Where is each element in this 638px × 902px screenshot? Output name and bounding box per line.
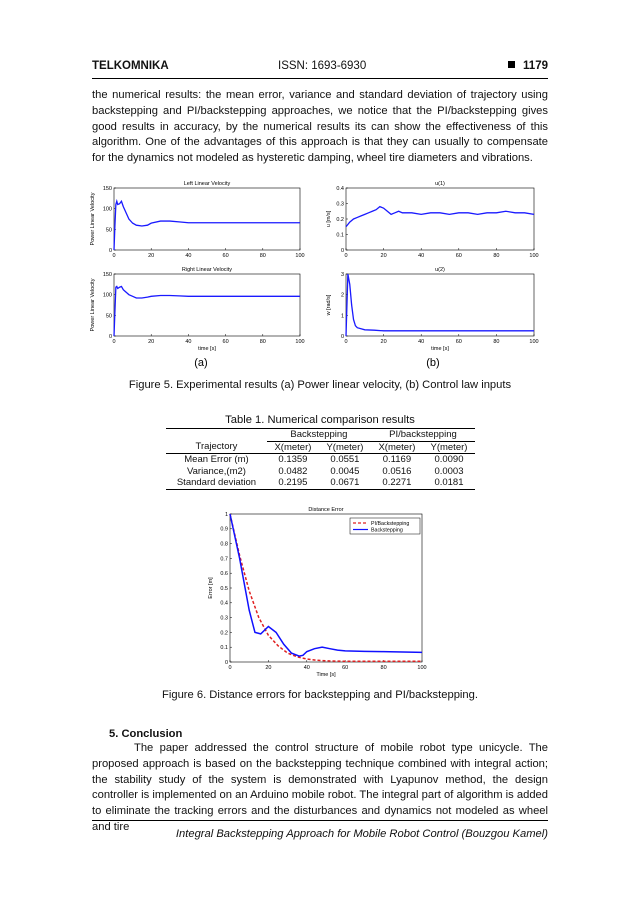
y-tick-label: 100 [102,206,112,213]
table-cell: 0.0090 [434,454,464,465]
conclusion-first-line: The paper addressed the control structure of mobile robot type unicycle. [134,742,523,754]
x-tick-label: 80 [380,665,387,671]
y-tick-label: 2 [340,292,344,299]
conclusion-paragraph [92,741,548,836]
y-tick-label: 3 [340,271,344,278]
square-bullet-icon [508,61,515,68]
table-row [166,454,475,466]
group-header-backstepping: Backstepping [267,429,371,442]
table-header-row [166,441,475,454]
table-cell: 0.1359 [278,454,308,465]
figure-5-caption: Figure 5. Experimental results (a) Power linear velocity, (b) Control law inputs [128,379,512,391]
x-tick-label: 0 [344,339,348,345]
chart-title: u(2) [435,267,445,273]
x-tick-label: 60 [455,339,462,345]
x-tick-label: 20 [148,253,155,259]
y-tick-label: 0.1 [220,645,228,652]
y-axis-label: Power Linear Velocity [90,192,96,246]
x-tick-label: 40 [303,665,310,671]
x-tick-label: 80 [259,339,266,345]
x-tick-label: 0 [112,339,116,345]
column-header: Trajectory [166,441,267,454]
y-tick-label: 0.8 [220,541,228,548]
x-tick-label: 80 [259,253,266,259]
group-header-pi-backstepping: PI/backstepping [371,429,475,442]
table-title: Table 1. Numerical comparison results [225,414,415,426]
journal-name: TELKOMNIKA [92,60,169,72]
table-group-header [166,429,475,442]
y-tick-label: 0.5 [220,585,228,592]
y-tick-label: 0.9 [220,526,228,533]
plot-frame [114,274,300,336]
x-tick-label: 0 [112,253,116,259]
footer-rule [92,820,548,821]
y-tick-label: 100 [102,292,112,299]
figure-5b-label: (b) [426,357,440,369]
y-tick-label: 150 [102,185,112,192]
x-tick-label: 100 [529,339,539,345]
page-number-value: 1179 [523,60,548,72]
table-cell: 0.2195 [267,477,319,489]
y-tick-label: 0.7 [220,556,228,563]
x-tick-label: 80 [493,339,500,345]
table-cell: Standard deviation [166,477,267,489]
y-tick-label: 0 [340,333,344,340]
table-cell: 0.0482 [278,465,308,477]
chart-u1 [326,181,539,259]
y-tick-label: 0.2 [336,216,344,223]
chart-title: u(1) [435,181,445,187]
table-cell: 0.0181 [423,477,475,489]
table-cell: 0.0003 [434,465,464,477]
y-tick-label: 0 [224,659,228,666]
y-tick-label: 0 [108,247,112,254]
y-tick-label: 0.6 [220,571,228,578]
y-axis-label: Power Linear Velocity [90,278,96,332]
legend-label: PI/Backstepping [371,521,410,527]
x-tick-label: 40 [185,253,192,259]
y-tick-label: 50 [105,227,112,234]
y-axis-label: Error [m] [208,577,214,599]
x-tick-label: 60 [222,253,229,259]
x-tick-label: 40 [418,339,425,345]
x-tick-label: 100 [295,253,305,259]
chart-u2 [326,267,539,352]
x-tick-label: 60 [342,665,349,671]
legend-label: Backstepping [371,527,403,534]
chart-title: Left Linear Velocity [183,181,231,187]
plot-frame [346,274,534,336]
x-tick-label: 20 [148,339,155,345]
figure-5a-label: (a) [194,357,208,369]
x-tick-label: 40 [418,253,425,259]
results-table [166,428,475,490]
y-tick-label: 0.3 [220,615,228,622]
y-tick-label: 50 [105,313,112,320]
x-tick-label: 100 [417,665,427,671]
paragraph: the numerical results: the mean error, variance and standard deviation of trajectory using backstepping and PI/backstepping approaches, we notice that the PI/backstepping gives good results in accuracy, by the numerical results its can show the effectiveness of this algorithm. One of the advantages of this approach is that they can usually to compensate for the dynamics not modeled as hysteretic damping, wheel tire diameters and vibrations. [92,89,548,165]
y-tick-label: 0.4 [336,185,344,192]
table-cell: 0.0045 [330,465,360,477]
y-tick-label: 0.4 [220,600,228,607]
header-rule [92,78,548,79]
x-tick-label: 60 [222,339,229,345]
y-tick-label: 1 [224,511,228,518]
x-tick-label: 20 [265,665,272,671]
x-axis-label: time [s] [431,346,449,352]
table-cell: 0.1169 [382,454,412,465]
table-cell: Variance,(m2) [186,465,246,477]
table-row [166,477,475,489]
y-tick-label: 0 [340,247,344,254]
y-tick-label: 0.3 [336,201,344,208]
plot-frame [114,188,300,250]
footer-text: Integral Backstepping Approach for Mobile Robot Control (Bouzgou Kamel) [175,828,548,840]
x-tick-label: 0 [228,665,232,671]
page-number [508,60,548,72]
x-tick-label: 60 [455,253,462,259]
y-tick-label: 0.1 [336,232,344,239]
y-axis-label: u [m/s] [326,210,332,228]
y-tick-label: 0.2 [220,630,228,637]
chart-distance-error [208,507,427,678]
x-tick-label: 40 [185,339,192,345]
y-tick-label: 150 [102,271,112,278]
table-cell: 0.2271 [371,477,423,489]
figure-6-caption: Figure 6. Distance errors for backstepping and PI/backstepping. [162,689,478,701]
x-tick-label: 0 [344,253,348,259]
y-tick-label: 1 [340,313,344,320]
x-tick-label: 100 [529,253,539,259]
column-header: X(meter) [371,441,423,454]
chart-right-linear-velocity [90,267,305,352]
y-axis-label: w [rad/s] [326,294,332,316]
page-header [92,60,548,78]
figure-6 [196,500,442,682]
table-cell: 0.0516 [382,465,412,477]
x-tick-label: 100 [295,339,305,345]
y-tick-label: 0 [108,333,112,340]
x-axis-label: time [s] [198,346,216,352]
chart-title: Distance Error [308,507,344,513]
issn: ISSN: 1693-6930 [278,60,367,72]
x-tick-label: 20 [380,253,387,259]
chart-left-linear-velocity [90,181,305,259]
x-tick-label: 80 [493,253,500,259]
plot-frame [230,514,422,662]
section-heading: 5. Conclusion [109,728,183,740]
column-header: X(meter) [267,441,319,454]
chart-title: Right Linear Velocity [181,267,233,273]
x-tick-label: 20 [380,339,387,345]
table-row [166,466,475,478]
column-header: Y(meter) [423,441,475,454]
table-cell: 0.0671 [319,477,371,489]
table-cell: Mean Error (m) [184,454,249,465]
figure-5 [82,172,552,372]
x-axis-label: Time [s] [316,672,336,678]
table-cell: 0.0551 [330,454,360,465]
plot-frame [346,188,534,250]
conclusion-text: The proposed approach is based on the backstepping technique combined with integral action; the stability study of the system is demonstrated with Lyapunov method, the design controller is implemented on an Arduino mobile robot. The integral part of algorithm is added to eliminate the tracking errors and the disturbances and dynamics not modeled as wheel and tire [92,742,548,833]
column-header: Y(meter) [319,441,371,454]
